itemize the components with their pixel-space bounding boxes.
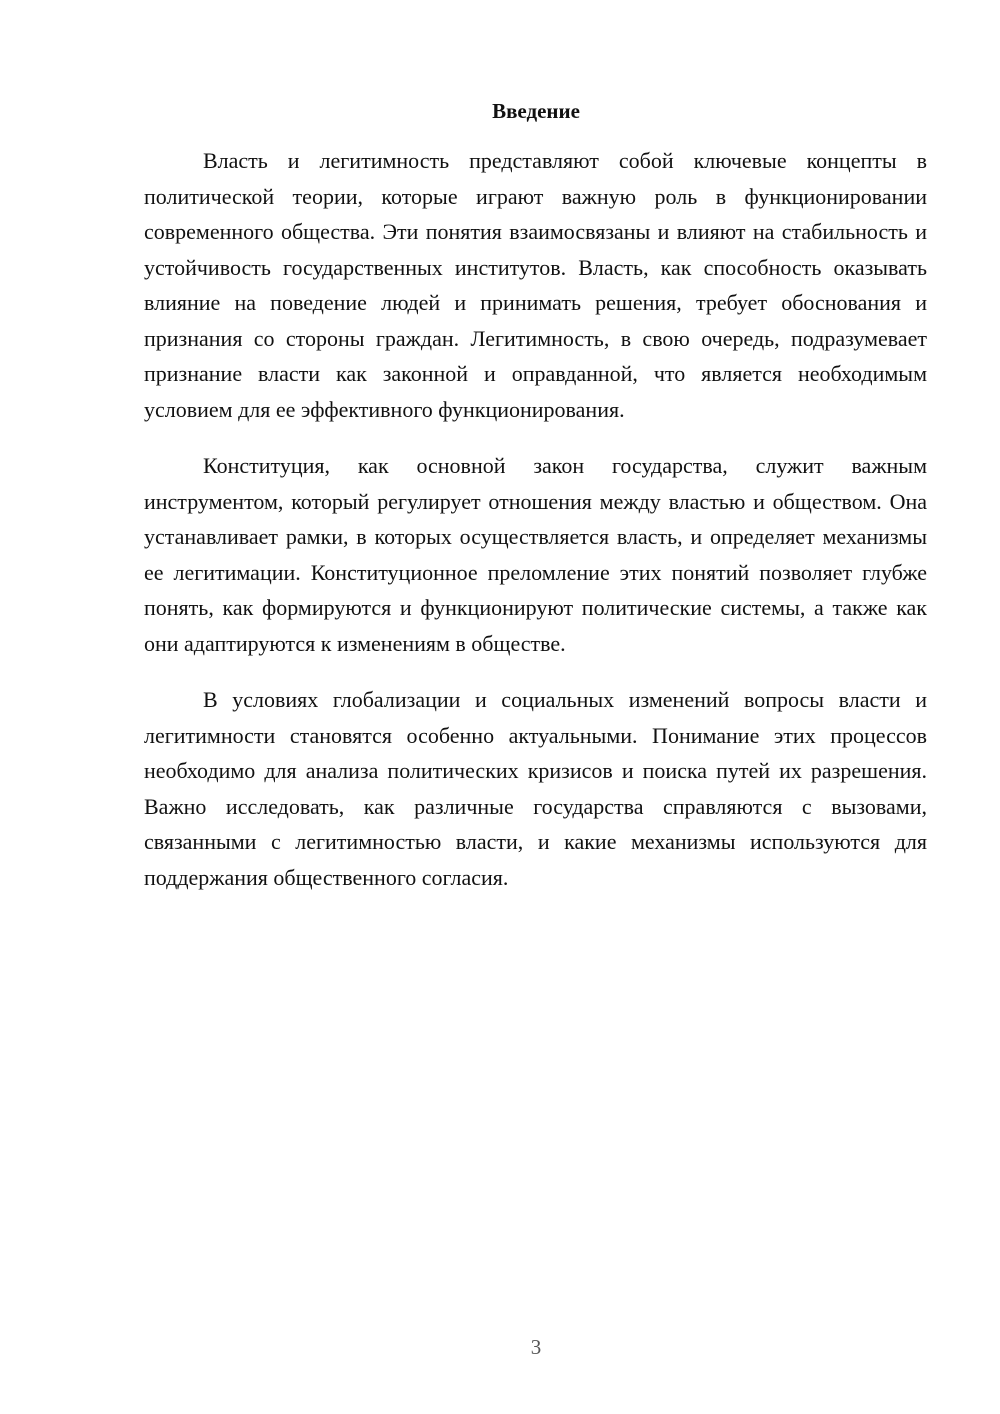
section-title: Введение [492, 99, 580, 123]
paragraph-3: В условиях глобализации и социальных изменений вопросы власти и легитимности становятся особенно актуальными. Понимание этих процессов необходимо для анализа политических кризисов и поиска путей их разрешения. Важно исследовать, как различные государства справляются с вызовами, связанными с легитимностью власти, и какие механизмы используются для поддержания общественного согласия. [144, 687, 927, 890]
body-text [144, 143, 927, 916]
page-number: 3 [530, 1335, 542, 1359]
paragraph-2: Конституция, как основной закон государства, служит важным инструментом, который регулирует отношения между властью и обществом. Она устанавливает рамки, в которых осуществляется власть, и определяет механизмы ее легитимации. Конституционное преломление этих понятий позволяет глубже понять, как формируются и функционируют политические системы, а также как они адаптируются к изменениям в обществе. [144, 453, 927, 656]
paragraph-1: Власть и легитимность представляют собой ключевые концепты в политической теории, которые играют важную роль в функционировании современного общества. Эти понятия взаимосвязаны и влияют на стабильность и устойчивость государственных институтов. Власть, как способность оказывать влияние на поведение людей и принимать решения, требует обоснования и признания со стороны граждан. Легитимность, в свою очередь, подразумевает признание власти как законной и оправданной, что является необходимым условием для ее эффективного функционирования. [144, 148, 927, 422]
